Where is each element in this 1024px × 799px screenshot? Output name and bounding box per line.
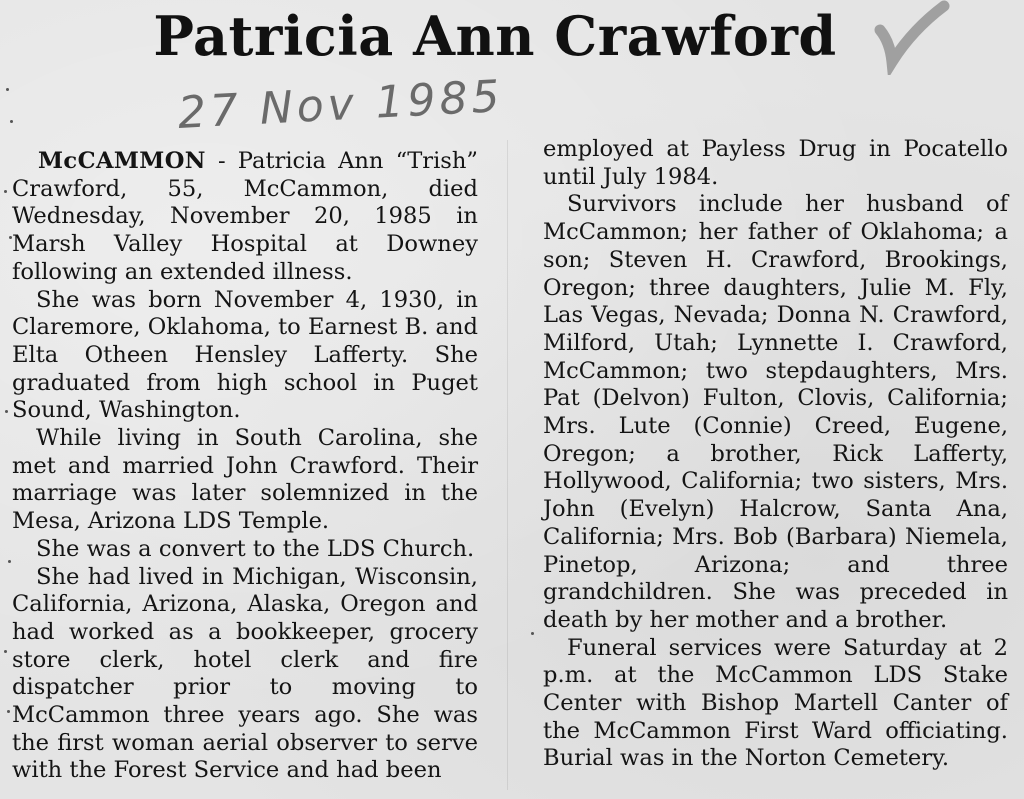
paragraph-career: She had lived in Michigan, Wisconsin, California, Arizona, Alaska, Oregon and had worked as a bookkeeper, grocery store clerk, hotel clerk and fire dispatcher prior to moving to McCammon three years ago. She was the first woman aerial observer to serve with the Forest Service and had been (12, 563, 478, 784)
checkmark-icon (872, 0, 952, 75)
paragraph-church: She was a convert to the LDS Church. (36, 535, 475, 562)
paragraph-survivors: Survivors include her husband of McCammon; her father of Oklahoma; a son; Steven H. Crawford, Brookings, Oregon; three daughters, Julie M. Fly, Las Vegas, Nevada; Donna N. Crawford, Milford, Utah; Lynnette I. Crawford, McCammon; two stepdaughters, Mrs. Pat (Delvon) Fulton, Clovis, California; Mrs. Lute (Connie) Creed, Eugene, Oregon; a brother, Rick Lafferty, Hollywood, California; two sisters, Mrs. John (Evelyn) Halcrow, Santa Ana, California; Mrs. Bob (Barbara) Niemela, Pinetop, Arizona; and three grandchildren. She was preceded in death by her mother and a brother. (543, 191, 1008, 633)
death-notice-text: - Patricia Ann “Trish” Crawford, 55, McCammon, died Wednesday, November 20, 1985 in Marsh Valley Hospital at Downey following an extended illness. (12, 148, 478, 285)
obituary-headline: Patricia Ann Crawford (153, 4, 837, 68)
paragraph-marriage: While living in South Carolina, she met and married John Crawford. Their marriage was later solemnized in the Mesa, Arizona LDS Temple. (12, 425, 478, 535)
column-divider (507, 140, 508, 790)
paragraph-birth: She was born November 4, 1930, in Claremore, Oklahoma, to Earnest B. and Elta Otheen Hensley Lafferty. She graduated from high school in Puget Sound, Washington. (12, 286, 478, 424)
paragraph-funeral: Funeral services were Saturday at 2 p.m. at the McCammon LDS Stake Center with Bishop Martell Canter of the McCammon First Ward officiating. Burial was in the Norton Cemetery. (543, 634, 1008, 772)
paragraph-death-notice (12, 148, 478, 287)
paragraph-career-continued: employed at Payless Drug in Pocatello until July 1984. (543, 136, 1008, 190)
dateline: McCAMMON (38, 148, 206, 174)
obituary-column-right (543, 136, 1008, 773)
obituary-column-left (12, 148, 478, 785)
handwritten-date: 27 Nov 1985 (176, 70, 505, 139)
